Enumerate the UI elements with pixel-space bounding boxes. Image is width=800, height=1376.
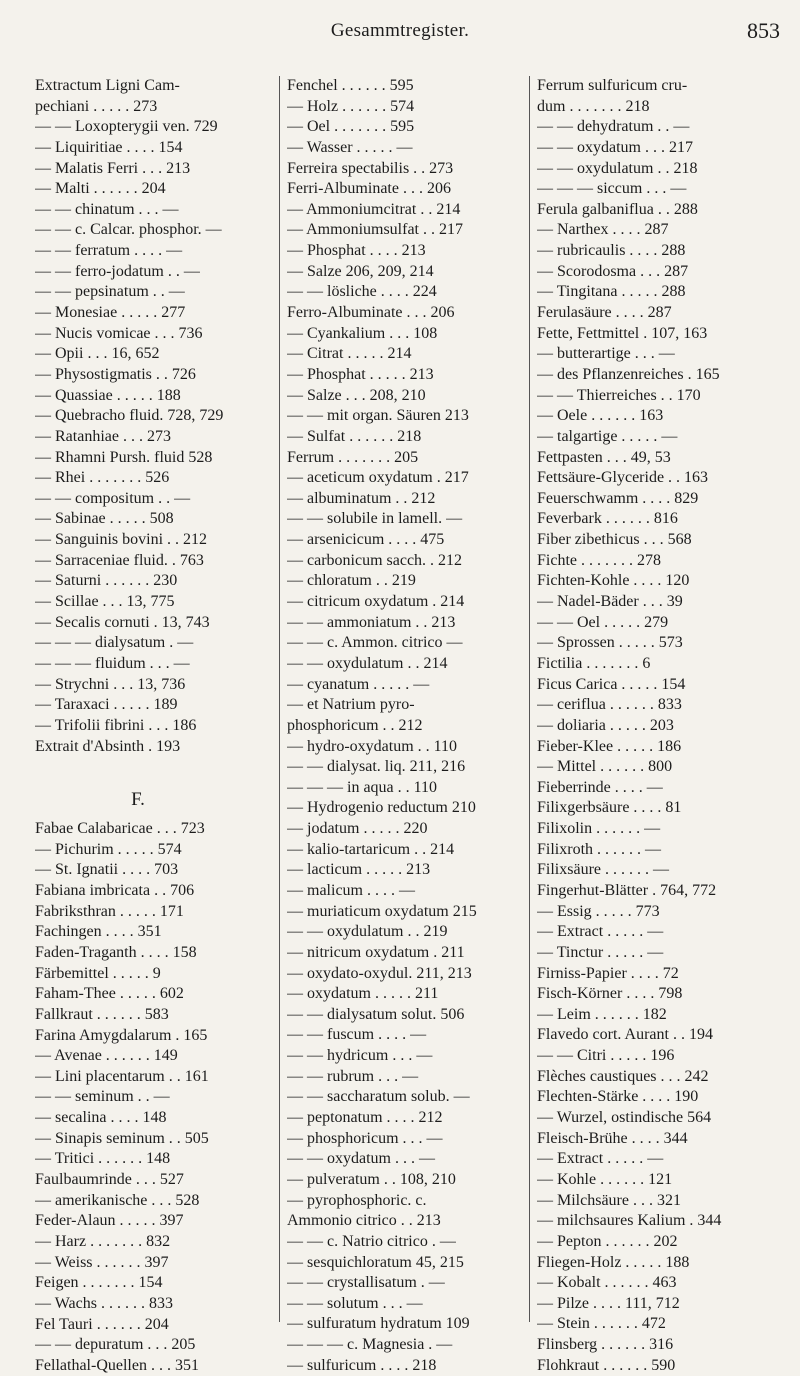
index-entry: — Physostigmatis . . 726 [35,365,196,383]
index-entry: — Holz . . . . . . 574 [287,97,415,115]
index-entry: Ammonio citrico . . 213 [287,1212,441,1230]
index-entry: — St. Ignatii . . . . 703 [35,861,179,879]
index-entry: Fenchel . . . . . . 595 [287,77,414,94]
index-entry: — aceticum oxydatum . 217 [287,469,469,487]
index-entry: — sulfuratum hydratum 109 [287,1315,470,1333]
index-entry: — — oxydulatum . . 218 [537,159,698,177]
index-entry: — Pilze . . . . 111, 712 [537,1294,680,1312]
index-entry: — citricum oxydatum . 214 [287,593,465,611]
index-entry: — Wachs . . . . . . 833 [35,1294,173,1312]
index-entry: — Citrat . . . . . 214 [287,345,412,363]
index-entry: — Liquiritiae . . . . 154 [35,138,183,156]
index-entry: — Extract . . . . . — [537,1150,664,1168]
index-entry: — Quassiae . . . . . 188 [35,386,181,404]
index-entry: dum . . . . . . . 218 [537,97,650,115]
index-entry: — Stein . . . . . . 472 [537,1315,666,1333]
index-column-3 [537,76,773,1376]
index-entry: — Quebracho fluid. 728, 729 [35,407,224,425]
index-entry: — sesquichloratum 45, 215 [287,1253,464,1271]
index-entry: Färbemittel . . . . . 9 [35,964,161,982]
index-entry: Fingerhut-Blätter . 764, 772 [537,881,717,899]
index-entry: Filixsäure . . . . . . — [537,861,669,879]
index-entry: — — c. Calcar. phosphor. — [35,221,222,239]
index-entry: Fel Tauri . . . . . . 204 [35,1315,169,1333]
index-entry: — Kohle . . . . . . 121 [537,1170,673,1188]
column-divider-2 [529,76,530,1322]
index-entry: — hydro-oxydatum . . 110 [287,737,458,755]
index-entry: — arsenicicum . . . . 475 [287,531,445,549]
index-entry: Fette, Fettmittel . 107, 163 [537,324,708,342]
running-title: Gesammtregister. [330,20,470,41]
index-entry: — muriaticum oxydatum 215 [287,902,477,920]
index-entry: — peptonatum . . . . 212 [287,1109,443,1127]
index-entry: — — seminum . . — [35,1088,170,1106]
index-entry: — milchsaures Kalium . 344 [537,1212,722,1230]
index-entry: Fliegen-Holz . . . . . 188 [537,1253,690,1271]
page-number: 853 [747,18,780,43]
index-entry: Fisch-Körner . . . . 798 [537,985,683,1003]
index-entry: Ferri-Albuminate . . . 206 [287,180,451,198]
index-entry: — Cyankalium . . . 108 [287,324,438,342]
index-entry: — — solubile in lamell. — [287,510,463,528]
index-entry: — Nucis vomicae . . . 736 [35,324,203,342]
index-entry: — Oele . . . . . . 163 [537,407,664,425]
index-entry: — ceriflua . . . . . . 833 [537,696,682,714]
index-entry: — Essig . . . . . 773 [537,902,660,920]
index-entry: — — crystallisatum . — [287,1274,445,1292]
index-entry: — et Natrium pyro- [287,696,415,714]
index-entry: Ferro-Albuminate . . . 206 [287,304,455,322]
index-entry: — secalina . . . . 148 [35,1109,167,1127]
index-entry: — Scorodosma . . . 287 [537,262,689,280]
index-entry: — Phosphat . . . . . 213 [287,365,434,383]
index-entry: — Scillae . . . 13, 775 [35,593,175,611]
index-entry: — talgartige . . . . . — [537,427,678,445]
index-entry: Fichten-Kohle . . . . 120 [537,572,690,590]
index-entry: — — rubrum . . . — [287,1067,419,1085]
index-entry: — — dehydratum . . — [537,118,690,136]
index-entry: Ferula galbaniflua . . 288 [537,200,698,218]
index-entry: — Salze . . . 208, 210 [287,386,426,404]
index-entry: Faham-Thee . . . . . 602 [35,985,184,1003]
page-header [0,8,800,46]
index-entry: Feder-Alaun . . . . . 397 [35,1212,184,1230]
index-entry: Flavedo cort. Aurant . . 194 [537,1026,713,1044]
index-entry: — Nadel-Bäder . . . 39 [537,593,683,611]
index-entry: — Saturni . . . . . . 230 [35,572,178,590]
index-entry: Fabiana imbricata . . 706 [35,882,195,900]
index-entry: Extrait d'Absinth . 193 [35,737,181,755]
index-entry: Ficus Carica . . . . . 154 [537,675,686,693]
index-entry: — albuminatum . . 212 [287,489,436,507]
index-entry: — phosphoricum . . . — [287,1129,443,1147]
index-entry: — — oxydulatum . . 219 [287,923,448,941]
index-entry: Fieber-Klee . . . . . 186 [537,737,682,755]
index-entry: — Narthex . . . . 287 [537,221,669,239]
index-entry: Ferulasäure . . . . 287 [537,304,672,322]
index-entry: Fabae Calabaricae . . . 723 [35,820,205,838]
index-entry: — rubricaulis . . . . 288 [537,242,686,260]
index-entry: — — mit organ. Säuren 213 [287,407,469,425]
index-entry: Firniss-Papier . . . . 72 [537,964,679,982]
index-entry: — butterartige . . . — [537,345,675,363]
index-entry: — Sabinae . . . . . 508 [35,510,174,528]
index-entry: — Malti . . . . . . 204 [35,180,166,198]
index-entry: — — lösliche . . . . 224 [287,283,437,301]
index-entry: — amerikanische . . . 528 [35,1191,200,1209]
index-entry: — carbonicum sacch. . 212 [287,551,463,569]
index-entry: — chloratum . . 219 [287,572,416,590]
index-entry: — — compositum . . — [35,489,191,507]
section-heading: F. [131,789,145,811]
index-entry: — pulveratum . . 108, 210 [287,1170,456,1188]
index-entry: Fellathal-Quellen . . . 351 [35,1356,199,1374]
index-entry: — Taraxaci . . . . . 189 [35,696,178,714]
index-entry: — Kobalt . . . . . . 463 [537,1274,677,1292]
column-divider-1 [279,76,280,1322]
index-entry: — oxydatum . . . . . 211 [287,985,439,1003]
index-entry: — — saccharatum solub. — [287,1088,470,1106]
index-entry: Farina Amygdalarum . 165 [35,1026,208,1044]
index-entry: Fettpasten . . . 49, 53 [537,448,671,466]
index-entry: — Rhamni Pursh. fluid 528 [35,448,213,466]
index-entry: Fettsäure-Glyceride . . 163 [537,469,709,487]
index-entry: Filixgerbsäure . . . . 81 [537,799,682,817]
index-entry: Filixroth . . . . . . — [537,840,662,858]
index-entry: Ferrum . . . . . . . 205 [287,448,419,466]
index-entry: — Sarraceniae fluid. . 763 [35,551,204,569]
index-entry: — — oxydatum . . . 217 [537,138,693,156]
index-entry: — Pichurim . . . . . 574 [35,840,182,858]
index-entry: Fabriksthran . . . . . 171 [35,902,184,920]
index-entry: — Lini placentarum . . 161 [35,1067,209,1085]
index-entry: Feuerschwamm . . . . 829 [537,489,699,507]
index-entry: Fallkraut . . . . . . 583 [35,1005,169,1023]
index-entry: — — — dialysatum . — [35,634,194,652]
index-entry: — Sanguinis bovini . . 212 [35,531,208,549]
index-entry: — Tritici . . . . . . 148 [35,1150,171,1168]
index-entry: — Secalis cornuti . 13, 743 [35,613,210,631]
index-entry: — — pepsinatum . . — [35,283,185,301]
index-entry: — — depuratum . . . 205 [35,1336,196,1354]
index-entry: — Tinctur . . . . . — [537,943,664,961]
index-entry: Faulbaumrinde . . . 527 [35,1171,184,1189]
index-entry: — — — in aqua . . 110 [287,778,438,796]
index-entry: — Harz . . . . . . . 832 [35,1232,171,1250]
index-entry: — Monesiae . . . . . 277 [35,304,186,322]
index-entry: Ferreira spectabilis . . 273 [287,159,454,177]
index-entry: — — oxydatum . . . — [287,1150,435,1168]
blank-line [35,757,271,781]
index-entry: — — Citri . . . . . 196 [537,1047,675,1065]
index-entry: — Ratanhiae . . . 273 [35,427,171,445]
index-entry: — Extract . . . . . — [537,923,664,941]
index-entry: Feigen . . . . . . . 154 [35,1274,163,1292]
index-entry: — — Loxopterygii ven. 729 [35,118,218,136]
index-entry: — — — fluidum . . . — [35,654,190,672]
index-entry: — — Oel . . . . . 279 [537,613,669,631]
index-entry: — kalio-tartaricum . . 214 [287,840,455,858]
index-entry: Fiber zibethicus . . . 568 [537,531,692,549]
index-entry: Fleisch-Brühe . . . . 344 [537,1129,688,1147]
index-entry: Flèches caustiques . . . 242 [537,1067,709,1085]
index-entry: — — ferro-jodatum . . — [35,262,200,280]
index-entry: Flinsberg . . . . . . 316 [537,1336,674,1354]
index-entry: — cyanatum . . . . . — [287,675,430,693]
index-entry: Fachingen . . . . 351 [35,923,162,941]
index-entry: — Sprossen . . . . . 573 [537,634,683,652]
index-entry: Fictilia . . . . . . . 6 [537,654,651,672]
index-entry: — Phosphat . . . . 213 [287,242,426,260]
index-entry: — — ferratum . . . . — [35,242,183,260]
index-entry: — — — c. Magnesia . — [287,1336,453,1354]
index-entry: — Salze 206, 209, 214 [287,262,434,280]
index-entry: — des Pflanzenreiches . 165 [537,365,720,383]
index-entry: — Weiss . . . . . . 397 [35,1253,169,1271]
index-entry: — lacticum . . . . . 213 [287,861,431,879]
index-entry: — malicum . . . . — [287,881,415,899]
index-entry: — Mittel . . . . . . 800 [537,758,673,776]
index-entry: Feverbark . . . . . . 816 [537,510,678,528]
index-entry: — — c. Natrio citrico . — [287,1232,456,1250]
index-entry: Fichte . . . . . . . 278 [537,551,661,569]
index-entry: Filixolin . . . . . . — [537,820,661,838]
index-entry: — Opii . . . 16, 652 [35,345,160,363]
index-entry: — Wurzel, ostindische 564 [537,1109,712,1127]
index-entry: — Pepton . . . . . . 202 [537,1232,678,1250]
index-entry: phosphoricum . . 212 [287,716,423,734]
index-entry: — doliaria . . . . . 203 [537,716,674,734]
index-entry: — Leim . . . . . . 182 [537,1005,667,1023]
index-entry: — — ammoniatum . . 213 [287,613,456,631]
index-entry: Flohkraut . . . . . . 590 [537,1356,676,1374]
index-entry: — — dialysat. liq. 211, 216 [287,758,466,776]
index-entry: — — c. Ammon. citrico — [287,634,463,652]
index-entry: — nitricum oxydatum . 211 [287,943,465,961]
index-entry: — Wasser . . . . . — [287,138,413,156]
index-entry: — Avenae . . . . . . 149 [35,1047,178,1065]
index-entry: — — fuscum . . . . — [287,1026,427,1044]
index-entry: — jodatum . . . . . 220 [287,820,428,838]
index-column-1 [35,76,271,1376]
index-entry: — — chinatum . . . — [35,200,179,218]
index-entry: — Tingitana . . . . . 288 [537,283,686,301]
index-entry: — Strychni . . . 13, 736 [35,675,186,693]
index-entry: — Ammoniumcitrat . . 214 [287,200,461,218]
index-entry: — Sinapis seminum . . 505 [35,1129,209,1147]
index-entry: — Oel . . . . . . . 595 [287,118,415,136]
index-entry: — sulfuricum . . . . 218 [287,1356,437,1374]
index-entry: — — dialysatum solut. 506 [287,1005,465,1023]
index-entry: pechiani . . . . . 273 [35,97,158,115]
index-entry: — Milchsäure . . . 321 [537,1191,681,1209]
index-entry: — Sulfat . . . . . . 218 [287,427,422,445]
index-entry: — Ammoniumsulfat . . 217 [287,221,463,239]
index-entry: Extractum Ligni Cam- [35,77,180,94]
index-entry: — Trifolii fibrini . . . 186 [35,716,197,734]
index-entry: — oxydato-oxydul. 211, 213 [287,964,472,982]
index-entry: — — — siccum . . . — [537,180,687,198]
index-entry: Ferrum sulfuricum cru- [537,77,688,94]
index-entry: Flechten-Stärke . . . . 190 [537,1088,699,1106]
index-entry: — — Thierreiches . . 170 [537,386,701,404]
index-entry: — Malatis Ferri . . . 213 [35,159,191,177]
index-entry: — — hydricum . . . — [287,1047,433,1065]
index-entry: — Rhei . . . . . . . 526 [35,469,170,487]
index-entry: — Hydrogenio reductum 210 [287,799,476,817]
index-entry: — pyrophosphoric. c. [287,1191,427,1209]
index-column-2 [287,76,521,1376]
index-entry: Fieberrinde . . . . — [537,778,663,796]
index-entry: Faden-Traganth . . . . 158 [35,943,197,961]
index-entry: — — oxydulatum . . 214 [287,654,448,672]
index-entry: — — solutum . . . — [287,1294,423,1312]
